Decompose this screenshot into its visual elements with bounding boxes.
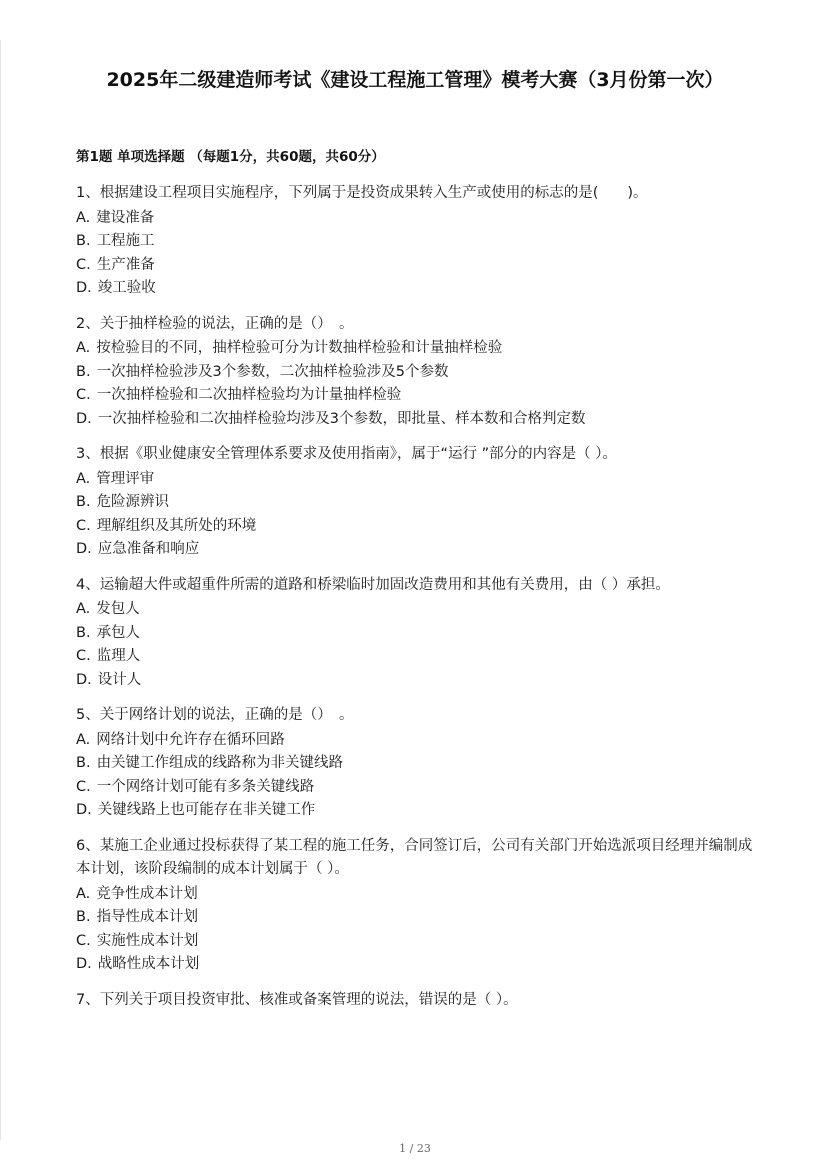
option-letter: A.: [76, 731, 91, 748]
option-text: 生产准备: [96, 256, 155, 273]
option-a: [76, 337, 756, 361]
option-text: 一次抽样检验和二次抽样检验均涉及3个参数，即批量、样本数和合格判定数: [97, 410, 586, 427]
option-letter: A.: [76, 209, 91, 226]
option-text: 管理评审: [96, 470, 155, 487]
option-c: [76, 645, 756, 669]
option-a: [76, 468, 756, 492]
option-letter: D.: [76, 541, 92, 557]
option-b: [76, 752, 756, 776]
question-stem: 7、下列关于项目投资审批、核准或备案管理的说法，错误的是（ ）。: [76, 991, 518, 1008]
section-heading: 第1题 单项选择题 （每题1分，共60题，共60分）: [76, 149, 385, 165]
option-letter: C.: [76, 778, 91, 795]
question-3: [76, 443, 756, 562]
option-d: [76, 538, 756, 562]
option-letter: A.: [76, 340, 91, 356]
option-a: [76, 598, 756, 622]
option-letter: A.: [76, 885, 91, 902]
document-title: 2025年二级建造师考试《建设工程施工管理》模考大赛（3月份第一次）: [106, 69, 724, 91]
option-text: 一次抽样检验和二次抽样检验均为计量抽样检验: [96, 387, 402, 403]
option-text: 一次抽样检验涉及3个参数，二次抽样检验涉及5个参数: [96, 363, 449, 380]
question-stem: 3、根据《职业健康安全管理体系要求及使用指南》，属于“运行 ”部分的内容是（ ）。: [76, 446, 617, 462]
question-2: [76, 313, 756, 432]
question-stem: 5、关于网络计划的说法，正确的是（） 。: [76, 707, 354, 723]
option-b: [76, 491, 756, 515]
option-text: 发包人: [96, 601, 140, 617]
option-letter: D.: [76, 671, 92, 688]
option-c: [76, 384, 756, 408]
option-a: [76, 729, 756, 753]
option-b: [76, 622, 756, 646]
question-stem: 2、关于抽样检验的说法，正确的是（） 。: [76, 315, 354, 332]
question-6: [76, 835, 756, 977]
option-text: 竞争性成本计划: [96, 885, 198, 902]
option-text: 按检验目的不同，抽样检验可分为计数抽样检验和计量抽样检验: [96, 340, 503, 356]
option-letter: A.: [76, 470, 91, 487]
option-d: [76, 953, 756, 977]
question-stem: 6、某施工企业通过投标获得了某工程的施工任务，合同签订后，公司有关部门开始选派项目经理并编制成本计划，该阶段编制的成本计划属于（ ）。: [76, 837, 753, 877]
option-letter: B.: [76, 755, 91, 771]
option-text: 竣工验收: [97, 280, 156, 296]
option-list: [76, 729, 756, 823]
question-4: [76, 574, 756, 693]
option-letter: C.: [76, 648, 91, 664]
option-letter: D.: [76, 956, 92, 972]
option-text: 实施性成本计划: [96, 932, 199, 949]
option-c: [76, 930, 756, 954]
page-indicator: 1 / 23: [399, 1142, 431, 1155]
option-text: 由关键工作组成的线路称为非关键线路: [96, 755, 344, 771]
option-list: [76, 207, 756, 301]
option-letter: D.: [76, 410, 92, 427]
option-letter: C.: [76, 256, 91, 273]
question-stem: 1、根据建设工程项目实施程序，下列属于是投资成果转入生产或使用的标志的是( )。: [76, 185, 648, 201]
option-text: 关键线路上也可能存在非关键工作: [97, 802, 316, 818]
option-letter: A.: [76, 601, 91, 617]
option-letter: B.: [76, 909, 91, 925]
option-letter: C.: [76, 387, 91, 403]
option-b: [76, 230, 756, 254]
option-text: 危险源辨识: [96, 494, 170, 510]
option-letter: B.: [76, 233, 91, 249]
option-letter: D.: [76, 802, 92, 818]
option-letter: B.: [76, 363, 91, 380]
option-c: [76, 776, 756, 800]
option-a: [76, 883, 756, 907]
option-d: [76, 799, 756, 823]
option-a: [76, 207, 756, 231]
option-letter: C.: [76, 517, 91, 534]
option-letter: D.: [76, 280, 92, 296]
question-7: [76, 989, 756, 1013]
question-5: [76, 704, 756, 823]
option-text: 建设准备: [96, 209, 155, 226]
option-text: 网络计划中允许存在循环回路: [96, 731, 285, 748]
option-text: 指导性成本计划: [96, 909, 199, 925]
option-text: 监理人: [96, 648, 141, 664]
option-text: 理解组织及其所处的环境: [96, 517, 257, 534]
option-list: [76, 598, 756, 692]
option-text: 工程施工: [96, 233, 155, 249]
option-d: [76, 669, 756, 693]
option-letter: C.: [76, 932, 91, 949]
option-c: [76, 254, 756, 278]
page-edge-divider: [0, 40, 1, 1140]
option-list: [76, 468, 756, 562]
option-text: 承包人: [96, 624, 141, 641]
question-stem: 4、运输超大件或超重件所需的道路和桥梁临时加固改造费用和其他有关费用，由（ ）承担。: [76, 576, 670, 593]
option-text: 战略性成本计划: [97, 956, 200, 972]
option-d: [76, 277, 756, 301]
option-text: 一个网络计划可能有多条关键线路: [96, 778, 315, 795]
option-list: [76, 883, 756, 977]
option-text: 应急准备和响应: [97, 541, 200, 557]
question-1: [76, 182, 756, 301]
option-letter: B.: [76, 494, 91, 510]
option-b: [76, 906, 756, 930]
option-text: 设计人: [97, 671, 142, 688]
option-list: [76, 337, 756, 431]
option-d: [76, 408, 756, 432]
question-list: [76, 182, 756, 1024]
option-c: [76, 515, 756, 539]
option-letter: B.: [76, 624, 91, 641]
option-b: [76, 361, 756, 385]
